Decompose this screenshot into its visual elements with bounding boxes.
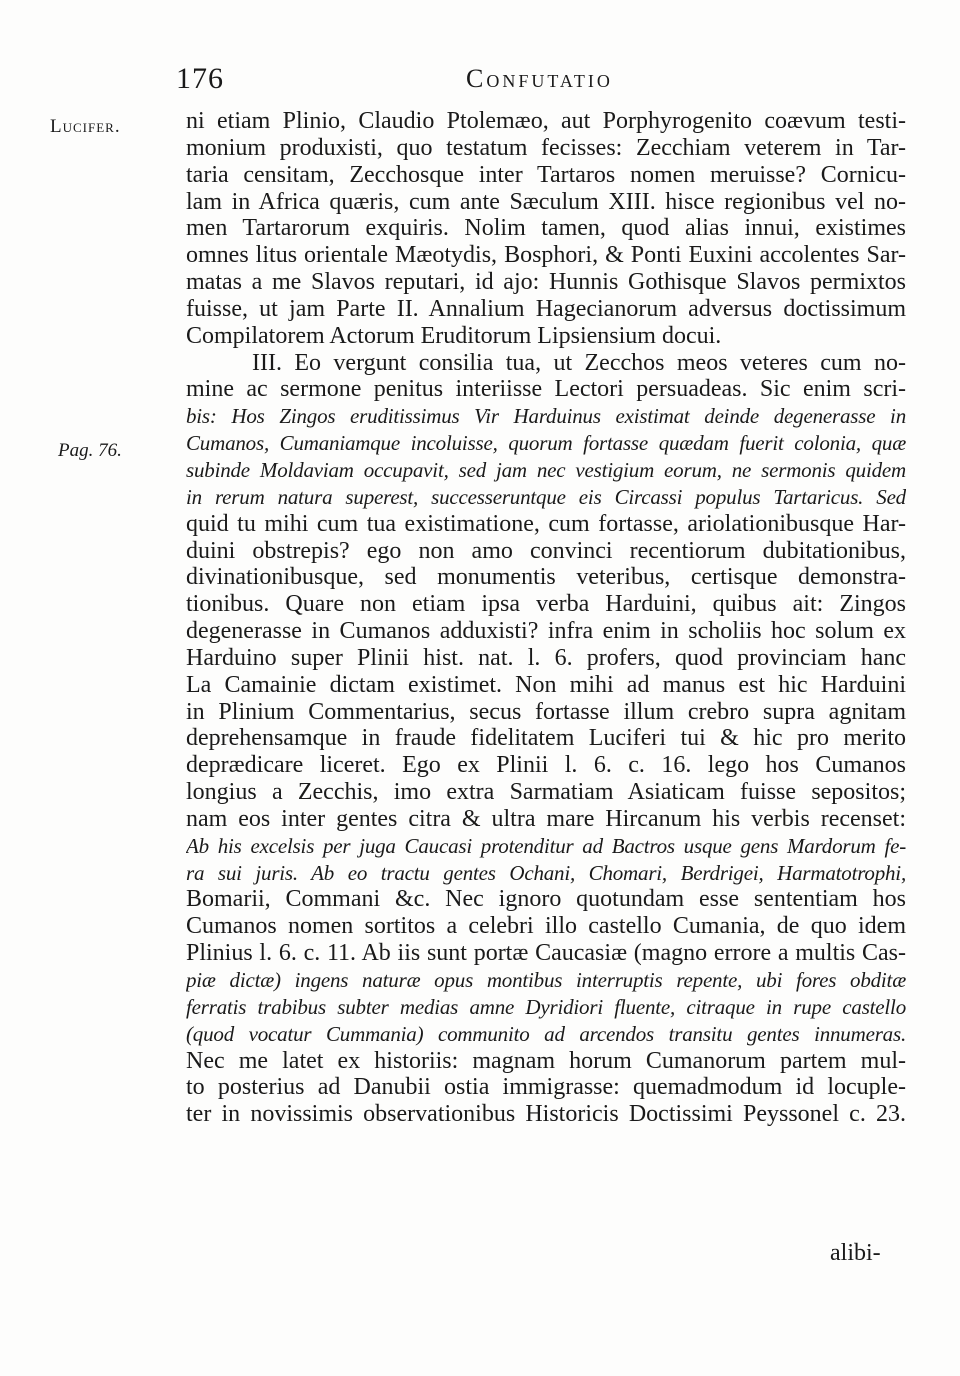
text-line: mine ac sermone penitus interiisse Lectori persuadeas. Sic enim scri- bbox=[186, 376, 906, 403]
page-header bbox=[176, 62, 916, 102]
text-line: Cumanos nomen sortitos a celebri illo castello Cumania, de quo idem bbox=[186, 913, 906, 940]
body-text bbox=[186, 108, 906, 1128]
margin-note-lucifer: Lucifer. bbox=[50, 116, 121, 137]
text-line: longius a Zecchis, imo extra Sarmatiam Asiaticam fuisse sepositos; bbox=[186, 779, 906, 806]
text-line: fuisse, ut jam Parte II. Annalium Hagecianorum adversus doctissimum bbox=[186, 295, 906, 322]
running-title: Confutatio bbox=[466, 64, 613, 93]
text-line: quid tu mihi cum tua existimatione, cum fortasse, ariolationibusque Har- bbox=[186, 510, 906, 537]
text-line: (quod vocatur Cummania) communito ad arcendos transitu gentes innumeras. bbox=[186, 1021, 906, 1046]
text-line: lam in Africa quæris, cum ante Sæculum XIII. hisce regionibus vel no- bbox=[186, 188, 906, 215]
text-line: to posterius ad Danubii ostia immigrasse: quemadmodum id locuple- bbox=[186, 1074, 906, 1101]
text-line: omnes litus orientale Mæotydis, Bosphori, & Ponti Euxini accolentes Sar- bbox=[186, 242, 906, 269]
text-line: Cumanos, Cumaniamque incoluisse, quorum fortasse quædam fuerit colonia, quæ bbox=[186, 431, 906, 456]
text-line: La Camainie dictam existimet. Non mihi ad manus est hic Harduini bbox=[186, 671, 906, 698]
text-line: taria censitam, Zecchosque inter Tartaros nomen meruisse? Cornicu- bbox=[186, 161, 906, 188]
text-line: Ab his excelsis per juga Caucasi protenditur ad Bactros usque gens Mardorum fe- bbox=[186, 833, 906, 858]
text-line: ter in novissimis observationibus Historicis Doctissimi Peyssonel c. 23. bbox=[186, 1101, 906, 1128]
text-line: in Plinium Commentarius, secus fortasse illum crebro supra agnitam bbox=[186, 698, 906, 725]
text-line: monium produxisti, quo testatum fecisses: Zecchiam veterem in Tar- bbox=[186, 134, 906, 161]
catchword: alibi- bbox=[830, 1240, 881, 1266]
text-line: Compilatorem Actorum Eruditorum Lipsiensium docui. bbox=[186, 322, 722, 349]
text-line: Plinius l. 6. c. 11. Ab iis sunt portæ Caucasiæ (magno errore a multis Cas- bbox=[186, 940, 906, 967]
text-line: deprehensamque in fraude fidelitatem Luciferi tui & hic pro merito bbox=[186, 725, 906, 752]
text-line: divinationibusque, sed monumentis veteribus, certisque demonstra- bbox=[186, 564, 906, 591]
text-line: nam eos inter gentes citra & ultra mare Hircanum his verbis recenset: bbox=[186, 805, 906, 832]
text-line: Bomarii, Commani &c. Nec ignoro quotundam esse sententiam hos bbox=[186, 886, 906, 913]
text-line: bis: Hos Zingos eruditissimus Vir Harduinus existimat deinde degenerasse in bbox=[186, 404, 906, 429]
text-line: ni etiam Plinio, Claudio Ptolemæo, aut Porphyrogenito coævum testi- bbox=[186, 108, 906, 134]
text-line: ra sui juris. Ab eo tractu gentes Ochani, Chomari, Berdrigei, Harmatotrophi, bbox=[186, 860, 906, 885]
page-number: 176 bbox=[176, 62, 224, 95]
text-line: in rerum natura superest, successeruntque eis Circassi populus Tartaricus. Sed bbox=[186, 484, 906, 509]
text-line: tionibus. Quare non etiam ipsa verba Harduini, quibus ait: Zingos bbox=[186, 591, 906, 618]
text-line: matas a me Slavos reputari, id ajo: Hunnis Gothisque Slavos permixtos bbox=[186, 269, 906, 296]
text-line: ferratis trabibus subter medias amne Dyridiori fluente, citraque in rupe castello bbox=[186, 994, 906, 1019]
text-line: duini obstrepis? ego non amo convinci recentiorum dubitationibus, bbox=[186, 537, 906, 564]
margin-note-page-reference: Pag. 76. bbox=[58, 440, 122, 461]
text-line: deprædicare liceret. Ego ex Plinii l. 6. c. 16. lego hos Cumanos bbox=[186, 752, 906, 779]
text-line: subinde Moldaviam occupavit, sed jam nec vestigium eorum, ne sermonis quidem bbox=[186, 457, 906, 482]
text-line: Harduino super Plinii hist. nat. l. 6. profers, quod provinciam hanc bbox=[186, 644, 906, 671]
text-line: men Tartarorum exquiris. Nolim tamen, quod alias innui, existimes bbox=[186, 215, 906, 242]
text-line: Nec me latet ex historiis: magnam horum Cumanorum partem mul- bbox=[186, 1047, 906, 1074]
text-line: III. Eo vergunt consilia tua, ut Zecchos meos veteres cum no- bbox=[252, 349, 906, 376]
text-line: degenerasse in Cumanos adduxisti? infra enim in scholiis hoc solum ex bbox=[186, 618, 906, 645]
text-line: piæ dictæ) ingens naturæ opus montibus interruptis repente, ubi fores obditæ bbox=[186, 968, 906, 992]
